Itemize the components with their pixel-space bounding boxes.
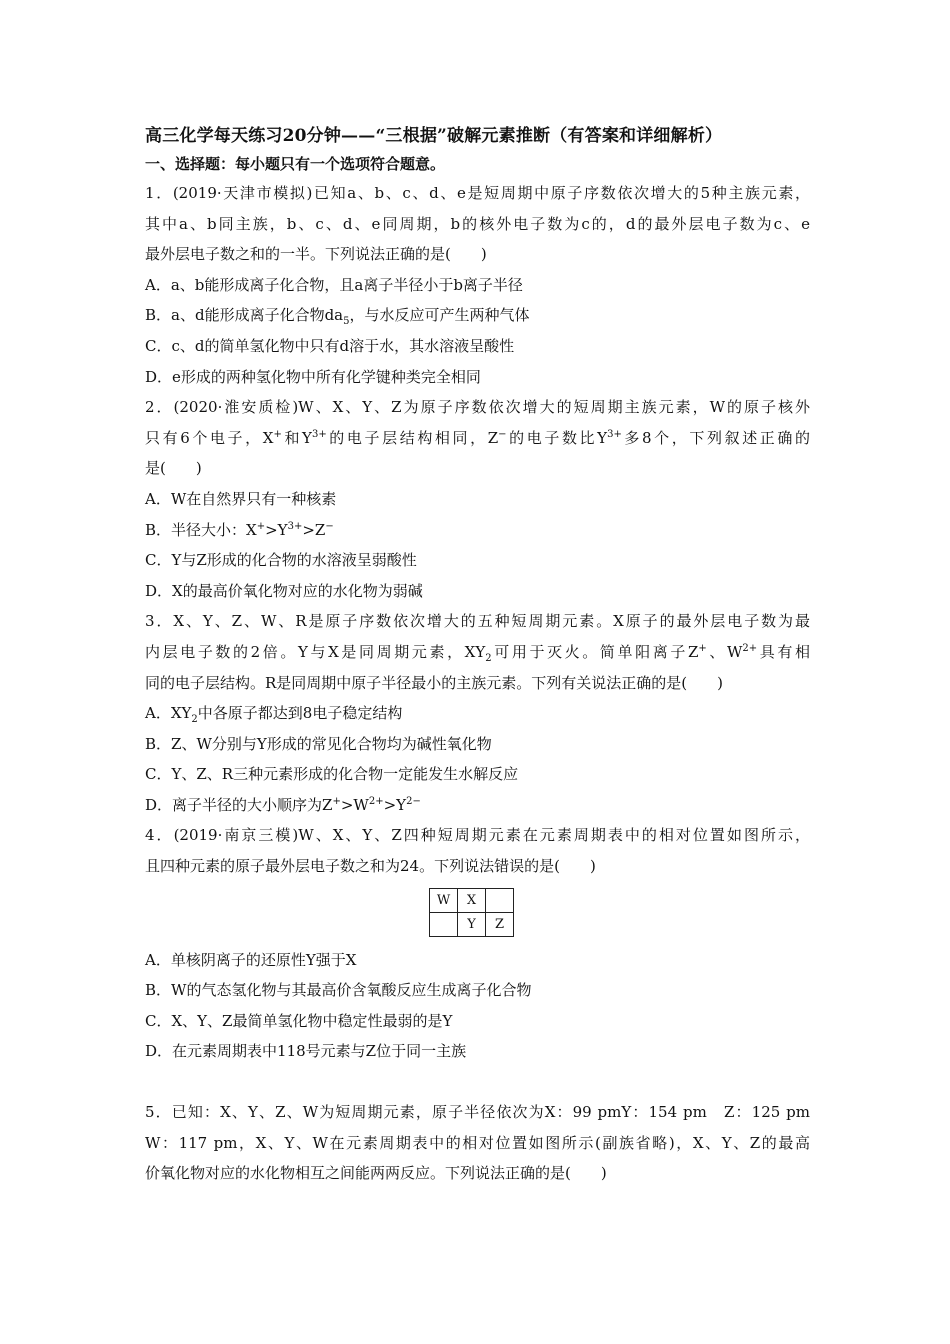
- table-cell: Z: [486, 912, 514, 936]
- text-run: 的电子数比Y: [506, 428, 608, 447]
- periodic-table-fragment: [429, 888, 514, 937]
- table-row: [430, 912, 514, 936]
- question-4: [145, 820, 810, 1067]
- text-run: D．离子半径的大小顺序为Z: [145, 795, 333, 814]
- option-a: A．单核阴离子的还原性Y强于X: [145, 950, 357, 969]
- option-b: B．W的气态氢化物与其最高价含氧酸反应生成离子化合物: [145, 981, 532, 1000]
- superscript: −: [325, 520, 334, 532]
- superscript: +: [273, 428, 282, 440]
- option-c: C．Y、Z、R三种元素形成的化合物一定能发生水解反应: [145, 765, 519, 784]
- question-text-line: 1．(2019·天津市模拟)已知a、b、c、d、e是短周期中原子序数依次增大的5种主族元素，: [145, 184, 810, 202]
- text-run: >Y: [383, 795, 407, 814]
- option-d: D．X的最高价氧化物对应的水化物为弱碱: [145, 581, 423, 600]
- option-d: D．在元素周期表中118号元素与Z位于同一主族: [145, 1042, 467, 1061]
- option-c: C．Y与Z形成的化合物的水溶液呈弱酸性: [145, 551, 417, 570]
- superscript: 3+: [607, 428, 622, 440]
- table-cell: X: [458, 888, 486, 912]
- text-run: >Y: [265, 520, 288, 539]
- superscript: 2+: [742, 642, 758, 654]
- table-cell: W: [430, 888, 458, 912]
- subscript: 2: [191, 714, 198, 726]
- question-3: [145, 606, 810, 820]
- question-text-line: 3．X、Y、Z、W、R是原子序数依次增大的五种短周期元素。X原子的最外层电子数为最: [145, 612, 810, 631]
- text-run: >Z: [302, 520, 326, 539]
- section-heading: 一、选择题：每小题只有一个选项符合题意。: [145, 155, 446, 173]
- question-text-line: [145, 637, 810, 668]
- question-text-line: 2．(2020·淮安质检)W、X、Y、Z为原子序数依次增大的短周期主族元素，W的原子核外: [145, 398, 810, 417]
- superscript: +: [256, 520, 266, 532]
- option-b: [145, 515, 810, 546]
- option-a: A．a、b能形成离子化合物，且a离子半径小于b离子半径: [145, 275, 523, 294]
- text-run: 、W: [706, 642, 743, 661]
- option-a: A．W在自然界只有一种核素: [145, 489, 337, 508]
- option-text: ，与水反应可产生两种气体: [349, 306, 530, 325]
- text-run: 只有6个电子，X: [145, 428, 274, 447]
- question-1: [145, 178, 810, 392]
- table-row: [430, 888, 514, 912]
- superscript: 3+: [311, 428, 327, 440]
- text-run: 中各原子都达到8电子稳定结构: [197, 704, 403, 723]
- question-text-line: 且四种元素的原子最外层电子数之和为24。下列说法错误的是( ): [145, 857, 596, 876]
- option-b: B．Z、W分别与Y形成的常见化合物均为碱性氧化物: [145, 734, 492, 753]
- question-text-line: 其中a、b同主族，b、c、d、e同周期，b的核外电子数为c的，d的最外层电子数为c、e: [145, 214, 810, 233]
- question-5: [145, 1097, 810, 1189]
- text-run: B．半径大小：X: [145, 520, 257, 539]
- text-run: 多8个，下列叙述正确的: [621, 428, 810, 447]
- question-text-line: 最外层电子数之和的一半。下列说法正确的是( ): [145, 245, 487, 264]
- table-cell: [430, 912, 458, 936]
- superscript: 3+: [287, 520, 303, 532]
- text-run: A．XY: [145, 704, 192, 723]
- superscript: 2+: [368, 795, 384, 807]
- table-cell: Y: [458, 912, 486, 936]
- text-run: 的电子层结构相同，Z: [326, 428, 499, 447]
- option-c: C．c、d的简单氢化物中只有d溶于水，其水溶液呈酸性: [145, 336, 515, 355]
- text-run: 具有相: [757, 642, 810, 661]
- text-run: 可用于灭火。简单阳离子Z: [491, 642, 699, 661]
- question-text-line: 是( ): [145, 459, 202, 478]
- superscript: −: [498, 428, 507, 440]
- text-run: 内层电子数的2倍。Y与X是同周期元素，XY: [145, 642, 486, 661]
- option-text: B．a、d能形成离子化合物da: [145, 306, 344, 325]
- question-2: [145, 392, 810, 606]
- superscript: 2−: [406, 795, 421, 807]
- question-text-line: 4．(2019·南京三模)W、X、Y、Z四种短周期元素在元素周期表中的相对位置如图所示，: [145, 826, 810, 845]
- text-run: >W: [340, 795, 369, 814]
- option-a: [145, 698, 810, 729]
- option-d: D．e形成的两种氢化物中所有化学键种类完全相同: [145, 367, 481, 386]
- page-title: 高三化学每天练习20分钟——“三根据”破解元素推断（有答案和详细解析）: [145, 126, 723, 146]
- option-b: [145, 300, 810, 331]
- superscript: +: [698, 642, 707, 654]
- question-text-line: [145, 423, 810, 454]
- superscript: +: [332, 795, 341, 807]
- question-text-line: 同的电子层结构。R是同周期中原子半径最小的主族元素。下列有关说法正确的是( ): [145, 673, 724, 692]
- worksheet-content: [145, 122, 810, 1189]
- text-run: 和Y: [281, 428, 312, 447]
- question-text-line: 5．已知：X、Y、Z、W为短周期元素，原子半径依次为X：99 pmY：154 pm Z：125 pm: [145, 1103, 810, 1122]
- question-text-line: W：117 pm，X、Y、W在元素周期表中的相对位置如图所示(副族省略)，X、Y、Z的最高: [145, 1133, 810, 1152]
- option-d: [145, 790, 810, 821]
- table-cell: [486, 888, 514, 912]
- subscript: 5: [343, 316, 350, 328]
- spacer: [145, 1067, 810, 1097]
- question-text-line: 价氧化物对应的水化物相互之间能两两反应。下列说法正确的是( ): [145, 1164, 607, 1183]
- option-c: C．X、Y、Z最简单氢化物中稳定性最弱的是Y: [145, 1011, 453, 1030]
- subscript: 2: [485, 652, 492, 664]
